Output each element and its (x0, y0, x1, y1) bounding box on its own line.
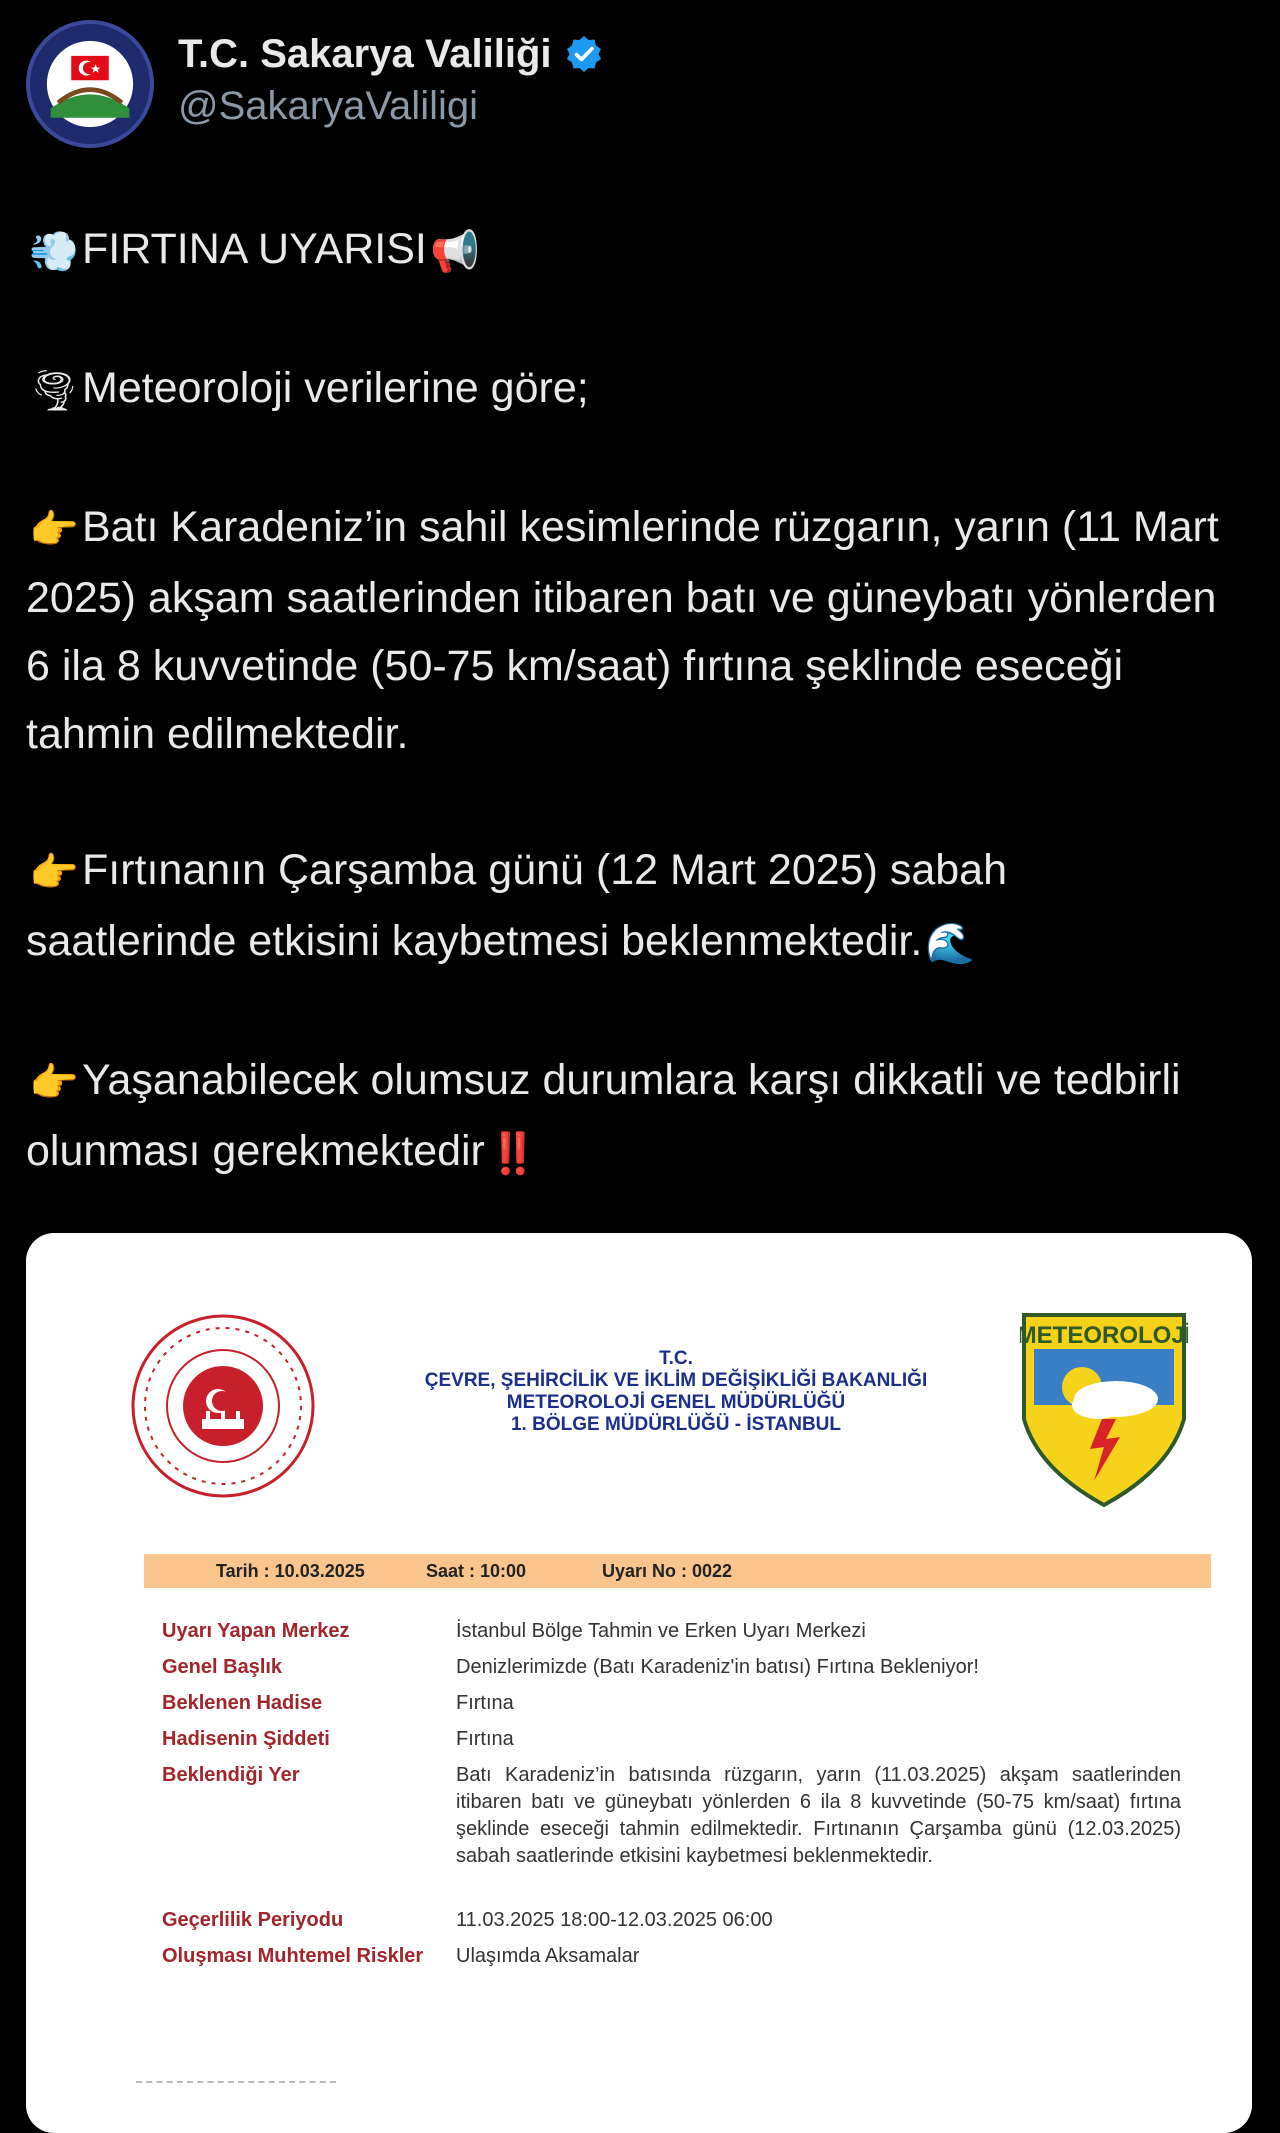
display-name-text[interactable]: T.C. Sakarya Valiliği (178, 32, 552, 76)
tweet-paragraph-text: Yaşanabilecek olumsuz durumlara karşı dikkatli ve tedbirli olunması gerekmektedir (26, 1056, 1181, 1175)
field-label: Oluşması Muhtemel Riskler (162, 1945, 424, 1967)
warning-document (26, 1233, 1252, 2133)
loudspeaker-emoji-icon: 📢 (429, 230, 480, 274)
pointing-hand-emoji-icon: 👉 (29, 508, 79, 552)
field-label: Uyarı Yapan Merkez (162, 1620, 350, 1642)
tweet-paragraph-text: Meteoroloji verilerine göre; (82, 364, 589, 412)
field-value: İstanbul Bölge Tahmin ve Erken Uyarı Merkezi (456, 1620, 866, 1642)
account-display-name[interactable] (178, 30, 604, 78)
field-value: Ulaşımda Aksamalar (456, 1945, 640, 1967)
header-line: METEOROLOJİ GENEL MÜDÜRLÜĞÜ (506, 1392, 846, 1413)
field-label: Geçerlilik Periyodu (162, 1909, 344, 1931)
account-names (178, 30, 604, 130)
header-line: 1. BÖLGE MÜDÜRLÜĞÜ - İSTANBUL (510, 1414, 842, 1435)
field-value: Denizlerimizde (Batı Karadeniz'in batısı) Fırtına Bekleniyor! (456, 1656, 979, 1678)
field-value: Batı Karadeniz’in batısında rüzgarın, yarın (11.03.2025) akşam saatlerinden itibaren batı ve güneybatı yönlerden 6 ila 8 kuvvetinde (50-75 km/saat) fırtına şeklinde eseceği tahmin edilmektedir. Fırtınanın Çarşamba günü (12.03.2025) sabah saatlerinde etkisini kaybetmesi beklenmektedir. (456, 1764, 1181, 1867)
field-value: 11.03.2025 18:00-12.03.2025 06:00 (456, 1909, 773, 1931)
verified-badge-icon (564, 34, 604, 74)
dash-emoji-icon: 💨 (29, 230, 79, 274)
logo-text: METEOROLOJİ (1020, 1322, 1188, 1349)
tweet-paragraph (26, 836, 1226, 978)
warning-time: Saat : 10:00 (426, 1561, 527, 1581)
tweet-paragraph-text: Batı Karadeniz’in sahil kesimlerinde rüzgarın, yarın (11 Mart 2025) akşam saatlerinden itibaren batı ve güneybatı yönlerden 6 ila 8 kuvvetinde (50-75 km/saat) fırtına şeklinde eseceği tahmin edilmektedir. (26, 503, 1219, 758)
pointing-hand-emoji-icon: 👉 (29, 1061, 79, 1105)
field-label: Beklenen Hadise (162, 1692, 323, 1714)
governorship-emblem-icon[interactable] (26, 20, 154, 148)
field-label: Beklendiği Yer (162, 1764, 300, 1786)
tweet-paragraph (26, 493, 1226, 768)
tweet-paragraph-text: FIRTINA UYARISI (82, 225, 427, 273)
warning-meta-bar (144, 1554, 1211, 1588)
pointing-hand-emoji-icon: 👉 (29, 851, 79, 895)
account-handle[interactable]: @SakaryaValiligi (178, 84, 478, 128)
field-value: Fırtına (456, 1728, 514, 1750)
header-line: T.C. (659, 1348, 693, 1369)
tweet-text (26, 215, 1226, 1188)
field-label: Genel Başlık (162, 1656, 283, 1678)
header-line: ÇEVRE, ŞEHİRCİLİK VE İKLİM DEĞİŞİKLİĞİ BAKANLIĞI (424, 1370, 928, 1391)
tweet-paragraph (26, 354, 1226, 425)
double-exclamation-emoji-icon: ‼️ (487, 1132, 538, 1176)
tweet-paragraph-text: Fırtınanın Çarşamba günü (12 Mart 2025) sabah saatlerinde etkisini kaybetmesi beklenmektedir. (26, 846, 1008, 965)
tweet-paragraph (26, 1046, 1226, 1188)
tweet-header (26, 20, 1246, 150)
warning-number: Uyarı No : 0022 (602, 1561, 733, 1581)
ministry-seal-icon (130, 1313, 316, 1499)
attached-image[interactable] (26, 1233, 1252, 2133)
meteoroloji-logo-icon (1020, 1309, 1188, 1509)
warning-date: Tarih : 10.03.2025 (216, 1561, 365, 1581)
field-value: Fırtına (456, 1692, 514, 1714)
document-header (366, 1348, 986, 1436)
wave-emoji-icon: 🌊 (925, 922, 976, 966)
document-footer-divider (136, 2081, 336, 2091)
tweet-paragraph (26, 215, 1226, 286)
field-label: Hadisenin Şiddeti (162, 1728, 330, 1750)
tornado-emoji-icon: 🌪 (28, 369, 80, 413)
